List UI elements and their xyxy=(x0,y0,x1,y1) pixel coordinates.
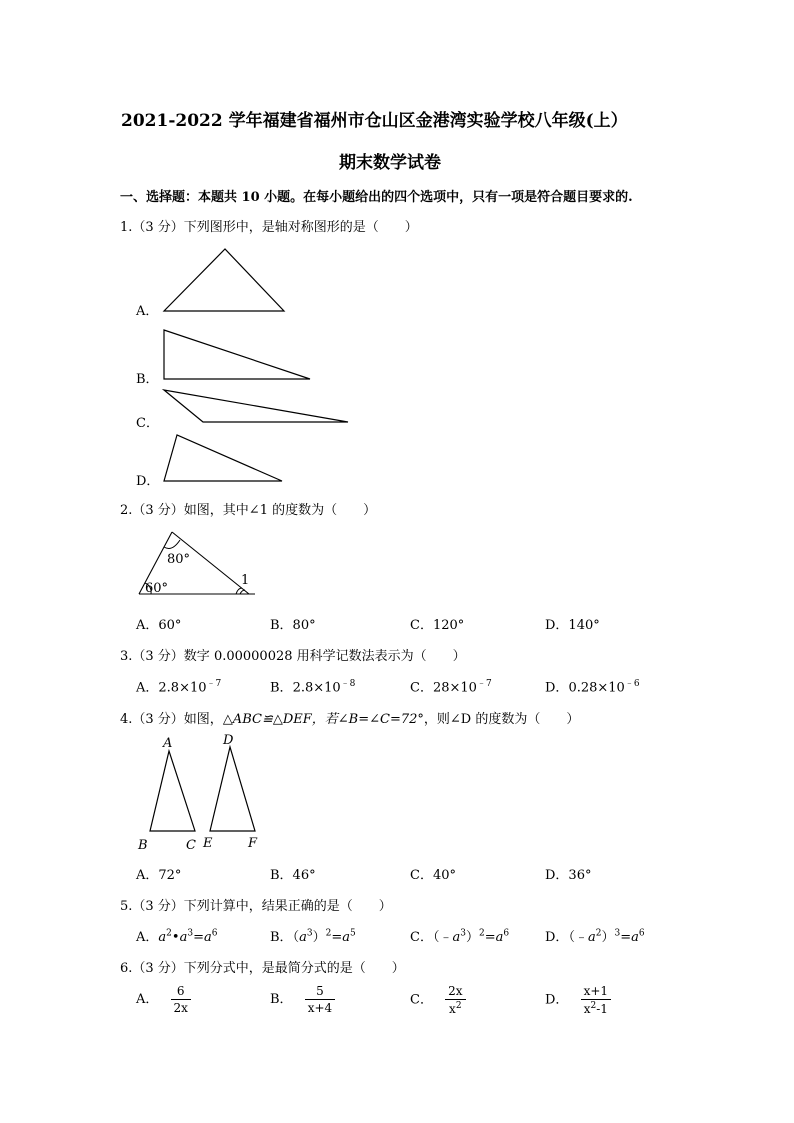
q6-option-c-fraction: $\frac{2x}{x^2}$ xyxy=(445,984,465,1016)
q2-option-a: A．60° xyxy=(136,618,182,633)
q6-stem: 6.（3 分）下列分式中，是最简分式的是（ ） xyxy=(120,961,405,976)
q2-option-c: C．120° xyxy=(410,618,465,633)
q1-option-d-label: D． xyxy=(136,474,160,489)
q6-option-a: A． $\frac{6}{2x}$ xyxy=(136,984,191,1015)
q2-option-b: B．80° xyxy=(270,618,316,633)
q5-option-d-expr: $(﹣a^2)^3=a^6$ xyxy=(568,928,645,945)
q4-vertex-c: C xyxy=(186,838,196,853)
q6-option-c: C． $\frac{2x}{x^2}$ xyxy=(410,984,466,1016)
q3-option-c: C．$28\times 10^{﹣7}$ xyxy=(410,679,492,696)
q3-option-d: D．$0.28\times 10^{﹣6}$ xyxy=(545,679,640,696)
q5-option-b: B．$(a^3)^2=a^5$ xyxy=(270,928,356,945)
q2-angle-1-label: 1 xyxy=(241,573,250,588)
q5-option-d: D．$(﹣a^2)^3=a^6$ xyxy=(545,928,645,945)
q1-option-c-label: C． xyxy=(136,416,159,431)
q4-option-c: C．40° xyxy=(410,868,456,883)
q6-option-b: B． $\frac{5}{x+4}$ xyxy=(270,984,335,1015)
q2-angle-60-label: 60° xyxy=(145,581,169,596)
q1-option-a-label: A． xyxy=(136,304,159,319)
q5-stem: 5.（3 分）下列计算中，结果正确的是（ ） xyxy=(120,899,392,914)
section-heading: 一、选择题：本题共 10 小题。在每小题给出的四个选项中，只有一项是符合题目要求的. xyxy=(120,190,633,205)
q4-vertex-e: E xyxy=(203,836,213,851)
q1-stem: 1.（3 分）下列图形中，是轴对称图形的是（ ） xyxy=(120,220,418,235)
q2-angle-80-label: 80° xyxy=(167,552,191,567)
q5-option-a: A．$a^2•a^3=a^6$ xyxy=(136,928,218,945)
q2-stem: 2.（3 分）如图，其中∠1 的度数为（ ） xyxy=(120,503,377,518)
q3-option-b: B．$2.8\times 10^{﹣8}$ xyxy=(270,679,356,696)
q4-option-d: D．36° xyxy=(545,868,592,883)
q4-option-a: A．72° xyxy=(136,868,182,883)
q2-option-d: D．140° xyxy=(545,618,600,633)
q6-option-b-fraction: $\frac{5}{x+4}$ xyxy=(305,984,335,1015)
document-title-line2: 期末数学试卷 xyxy=(339,153,441,173)
q1-option-b-label: B． xyxy=(136,372,159,387)
q4-vertex-a: A xyxy=(163,736,173,751)
q5-option-c-expr: $(﹣a^3)^2=a^6$ xyxy=(432,928,510,945)
q3-stem: 3.（3 分）数字 0.00000028 用科学记数法表示为（ ） xyxy=(120,649,466,664)
q5-option-b-expr: $(a^3)^2=a^5$ xyxy=(292,928,356,945)
q6-option-d: D． $\frac{x+1}{x^2-1}$ xyxy=(545,984,611,1016)
q6-option-d-fraction: $\frac{x+1}{x^2-1}$ xyxy=(581,984,611,1016)
q3-option-a: A．$2.8\times 10^{﹣7}$ xyxy=(136,679,222,696)
q4-vertex-f: F xyxy=(248,836,258,851)
q5-option-a-expr: $a^2•a^3=a^6$ xyxy=(158,928,218,945)
document-title-line1: 2021-2022 学年福建省福州市仓山区金港湾实验学校八年级(上） xyxy=(121,111,628,131)
q4-option-b: B．46° xyxy=(270,868,316,883)
q4-vertex-b: B xyxy=(138,838,148,853)
q5-option-c: C．$(﹣a^3)^2=a^6$ xyxy=(410,928,510,945)
q4-stem: 4.（3 分）如图，△ABC≌△DEF，若∠B=∠C=72°，则∠D 的度数为（ ） xyxy=(120,712,580,727)
q6-option-a-fraction: $\frac{6}{2x}$ xyxy=(171,984,191,1015)
q4-vertex-d: D xyxy=(223,733,234,748)
